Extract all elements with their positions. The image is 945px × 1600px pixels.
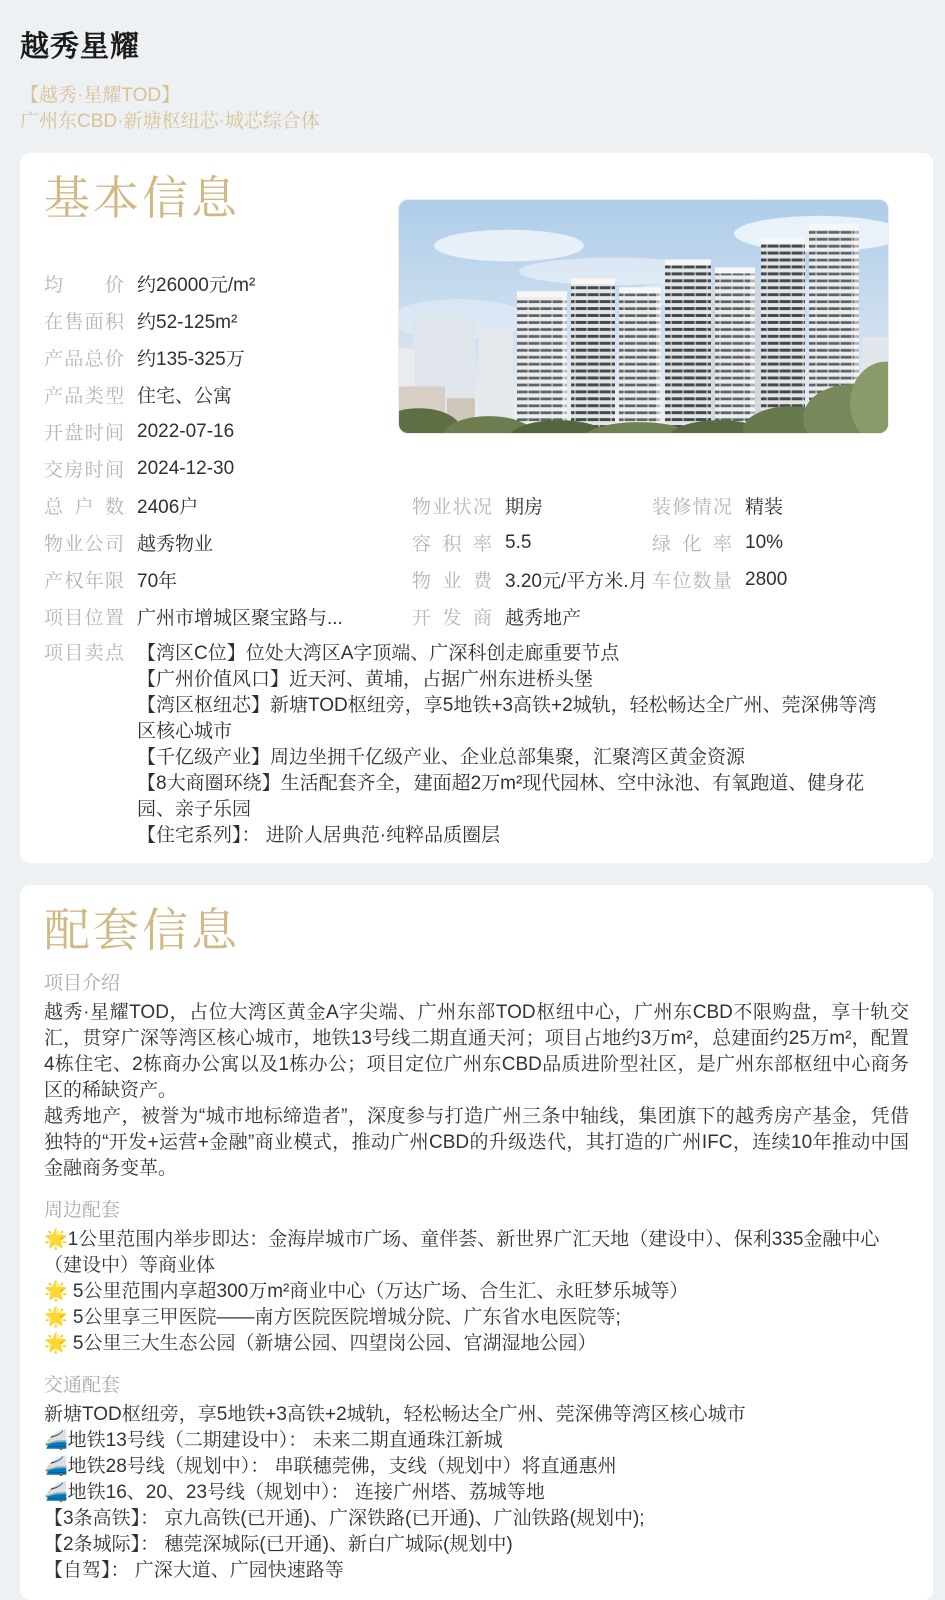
info-value: 期房 [505, 497, 544, 518]
surroundings-heading: 周边配套 [44, 1200, 121, 1221]
info-label: 装修情况 [652, 497, 732, 518]
amenities-card [20, 885, 933, 1600]
info-label: 车位数量 [652, 571, 732, 592]
info-label: 产品类型 [44, 386, 124, 407]
info-label: 开盘时间 [44, 423, 124, 444]
info-label: 物业状况 [412, 497, 492, 518]
info-row-project-location [44, 598, 412, 635]
selling-point-item: 【广州价值风口】近天河、黄埔，占据广州东进桥头堡 [137, 669, 594, 690]
traffic-item: 【2条城际】： 穗莞深城际(已开通)、新白广城际(规划中) [44, 1534, 513, 1555]
info-row-parking-count [652, 561, 909, 598]
traffic-item: 【3条高铁】： 京九高铁(已开通)、广深铁路(已开通)、广汕铁路(规划中); [44, 1508, 645, 1529]
info-row-delivery-date [44, 450, 909, 487]
info-label: 物业费 [412, 571, 492, 592]
basic-info-col-middle [412, 487, 652, 635]
page-subtitle-line2: 广州东CBD·新塘枢纽芯·城芯综合体 [20, 111, 320, 132]
info-label: 容积率 [412, 534, 492, 555]
basic-info-col-left [44, 487, 412, 635]
info-row-plot-ratio [412, 524, 652, 561]
info-row-property-status [412, 487, 652, 524]
info-row-developer [412, 598, 652, 635]
selling-point-item: 【湾区枢纽芯】新塘TOD枢纽旁，享5地铁+3高铁+2城轨，轻松畅达全广州、莞深佛等湾区核心城市 [137, 695, 877, 742]
basic-info-col-right [652, 487, 909, 635]
surroundings-item: 🌟 5公里三大生态公园（新塘公园、四望岗公园、官湖湿地公园） [44, 1333, 597, 1354]
selling-point-item: 【千亿级产业】周边坐拥千亿级产业、企业总部集聚，汇聚湾区黄金资源 [137, 747, 746, 768]
info-value: 住宅、公寓 [137, 386, 233, 407]
info-row-greening-rate [652, 524, 909, 561]
building-rendering-illustration [399, 200, 888, 433]
info-value: 约26000元/m² [137, 275, 256, 296]
info-value: 5.5 [505, 531, 532, 553]
info-label: 均价 [44, 275, 124, 296]
project-intro-paragraphs [44, 1000, 909, 1182]
basic-info-card [20, 153, 933, 863]
info-label: 总户数 [44, 497, 124, 518]
info-label: 交房时间 [44, 460, 124, 481]
info-row-tenure-years [44, 561, 412, 598]
selling-point-item: 【8大商圈环绕】生活配套齐全，建面超2万m²现代园林、空中泳池、有氧跑道、健身花园、亲子乐园 [137, 773, 865, 820]
page-header [0, 0, 945, 135]
basic-info-section-title: 基本信息 [44, 172, 240, 224]
info-value: 约135-325万 [137, 349, 245, 370]
info-label: 开发商 [412, 608, 492, 629]
traffic-item: 🚄地铁16、20、23号线（规划中）： 连接广州塔、荔城等地 [44, 1482, 545, 1503]
surroundings-item: 🌟 5公里享三甲医院——南方医院医院增城分院、广东省水电医院等; [44, 1307, 621, 1328]
property-rendering-image[interactable] [398, 199, 889, 434]
info-value: 越秀物业 [137, 534, 214, 555]
info-value: 2406户 [137, 497, 199, 518]
info-label: 产品总价 [44, 349, 124, 370]
traffic-item: 🚄地铁28号线（规划中）： 串联穗莞佛，支线（规划中）将直通惠州 [44, 1456, 617, 1477]
info-row-property-fee [412, 561, 652, 598]
selling-points-list [137, 641, 887, 849]
info-value: 广州市增城区聚宝路与... [137, 608, 343, 629]
info-row-property-company [44, 524, 412, 561]
page-subtitle-line1: 【越秀·星耀TOD】 [20, 85, 181, 106]
page-subtitle [20, 83, 923, 135]
selling-point-item: 【湾区C位】位处大湾区A字顶端、广深科创走廊重要节点 [137, 643, 620, 664]
project-intro-paragraph: 越秀·星耀TOD，占位大湾区黄金A字尖端、广州东部TOD枢纽中心，广州东CBD不限购盘，享十轨交汇，贯穿广深等湾区核心城市，地铁13号线二期直通天河；项目占地约3万m²，总建面约25万m²，配置4栋住宅、2栋商办公寓以及1栋办公；项目定位广州东CBD品质进阶型社区，是广州东部枢纽中心商务区的稀缺资产。 [44, 1002, 909, 1101]
traffic-heading: 交通配套 [44, 1375, 121, 1396]
info-value: 精装 [745, 497, 784, 518]
info-value: 10% [745, 531, 784, 553]
info-row-total-households [44, 487, 412, 524]
info-value: 70年 [137, 571, 178, 592]
amenities-section-title: 配套信息 [44, 904, 240, 956]
info-label: 项目位置 [44, 608, 124, 629]
traffic-list [44, 1402, 909, 1584]
info-value: 约52-125m² [137, 312, 238, 333]
surroundings-item: 🌟 5公里范围内享超300万m²商业中心（万达广场、合生汇、永旺梦乐城等） [44, 1281, 689, 1302]
traffic-item: 🚄地铁13号线（二期建设中）： 未来二期直通珠江新城 [44, 1430, 503, 1451]
page-title: 越秀星耀 [20, 31, 141, 63]
info-value: 2022-07-16 [137, 420, 235, 442]
info-row-decoration [652, 487, 909, 524]
info-label: 物业公司 [44, 534, 124, 555]
info-label: 在售面积 [44, 312, 124, 333]
info-label: 产权年限 [44, 571, 124, 592]
info-value: 越秀地产 [505, 608, 582, 629]
selling-points-label: 项目卖点 [44, 643, 124, 664]
selling-points [44, 641, 909, 849]
traffic-item: 【自驾】： 广深大道、广园快速路等 [44, 1560, 344, 1581]
info-value: 2800 [745, 568, 788, 590]
info-label: 绿化率 [652, 534, 732, 555]
info-value: 2024-12-30 [137, 457, 235, 479]
surroundings-list [44, 1227, 909, 1357]
selling-point-item: 【住宅系列】： 进阶人居典范·纯粹品质圈层 [137, 825, 501, 846]
project-intro-paragraph: 越秀地产，被誉为“城市地标缔造者”，深度参与打造广州三条中轴线，集团旗下的越秀房产基金，凭借独特的“开发+运营+金融”商业模式，推动广州CBD的升级迭代，其打造的广州IFC，连续10年推动中国金融商务变革。 [44, 1106, 909, 1179]
project-intro-heading: 项目介绍 [44, 973, 121, 994]
traffic-intro: 新塘TOD枢纽旁，享5地铁+3高铁+2城轨，轻松畅达全广州、莞深佛等湾区核心城市 [44, 1404, 746, 1425]
basic-info-rows-bottom [44, 487, 909, 635]
info-value: 3.20元/平方米.月 [505, 571, 648, 592]
surroundings-item: 🌟1公里范围内举步即达：金海岸城市广场、童伴荟、新世界广汇天地（建设中）、保利335金融中心（建设中）等商业体 [44, 1229, 880, 1276]
